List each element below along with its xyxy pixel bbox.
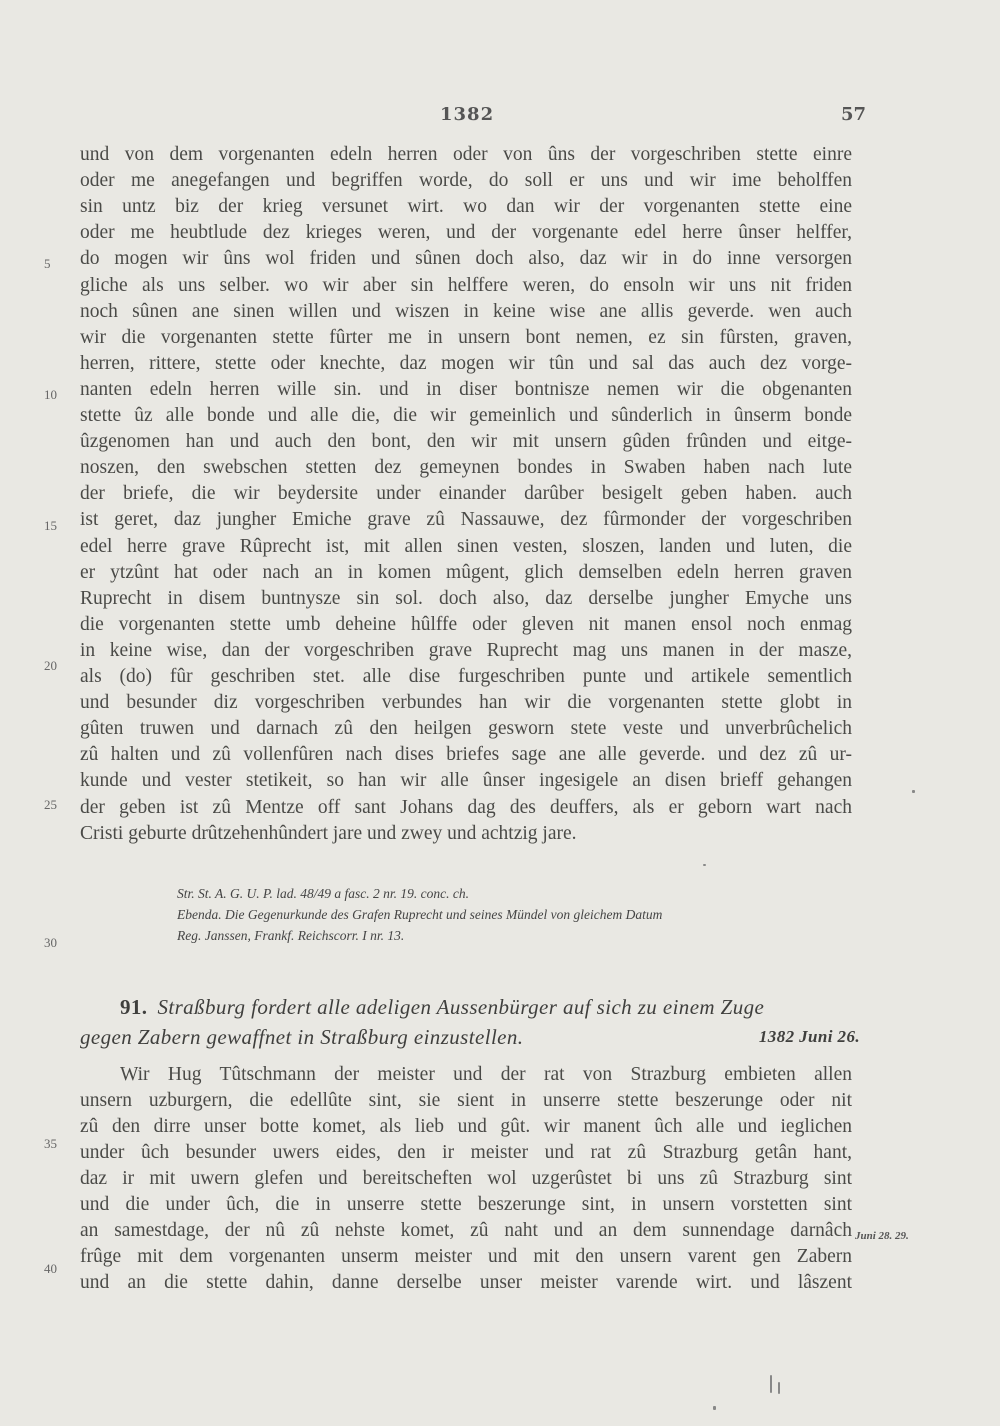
text-line: do mogen wir ûns wol friden und sûnen doch also, daz wir in do inne versorgen (80, 248, 852, 270)
print-speck (703, 864, 706, 866)
text-line: Wir Hug Tûtschmann der meister und der rat von Strazburg embieten allen (120, 1064, 852, 1085)
text-line: oder me anegefangen und begriffen worde, do soll er uns und wir ime beholffen (80, 170, 852, 192)
margin-date-note: Juni 28. 29. (855, 1230, 909, 1242)
text-line: kunde und vester stetikeit, so han wir alle ûnser ingesigele an disen brieff gehangen (80, 770, 852, 792)
print-speck (713, 1406, 716, 1410)
page-header-year: 1382 (440, 104, 495, 125)
text-line: zû halten und zû vollenfûren nach dises briefes sage ane alle geverde. und dez zû ur- (80, 744, 852, 766)
text-line: frûge mit dem vorgenanten unserm meister und mit den unsern varent gen Zabern (80, 1246, 852, 1267)
document-heading (120, 992, 860, 1022)
text-line: zû den dirre unser botte komet, als lieb und gût. wir manent ûch alle und ieglichen (80, 1116, 852, 1137)
source-note: Ebenda. Die Gegenurkunde des Grafen Ruprecht und seines Mündel von gleichem Datum (177, 907, 663, 922)
text-line: unsern uzburgern, die edellûte sint, sie sient in unserre stette beszerunge oder nit (80, 1090, 852, 1111)
print-speck (912, 790, 915, 793)
line-number: 10 (44, 387, 57, 402)
line-number: 25 (44, 797, 57, 812)
text-line: wir die vorgenanten stette fûrter me in unsern bont nemen, ez sin fûrsten, graven, (80, 326, 852, 348)
text-line: noszen, den swebschen stetten dez gemeynen bondes in Swaben haben nach lute (80, 457, 852, 479)
text-line: er ytzûnt hat oder nach an in komen mûgent, glich demselben edeln herren graven (80, 561, 852, 583)
text-line: sin untz biz der krieg versunet wirt. wo dan wir der vorgenanten stette eine (80, 196, 852, 218)
text-line: under ûch besunder uwers eides, den ir meister und rat zû Strazburg getân hant, (80, 1142, 852, 1163)
heading-line-1: Straßburg fordert alle adeligen Aussenbürger auf sich zu einem Zuge (157, 995, 765, 1019)
source-note: Str. St. A. G. U. P. lad. 48/49 a fasc. 2 nr. 19. conc. ch. (177, 886, 469, 901)
text-line: stette ûz alle bonde und alle die, die wir gemeinlich und sûnderlich in ûnserm bonde (80, 405, 852, 426)
text-line: und die under ûch, die in unserre stette beszerunge sint, in unsern vorstetten sint (80, 1194, 852, 1215)
text-line: an samestdage, der nû zû nehste komet, zû naht und an dem sunnendage darnâch (80, 1220, 852, 1241)
text-line: oder me heubtlude dez krieges weren, und der vorgenante edel herre ûnser helffer, (80, 222, 852, 244)
line-number: 5 (44, 256, 51, 271)
text-line: und von dem vorgenanten edeln herren oder von ûns der vorgeschriben stette einre (80, 144, 852, 165)
text-line: nanten edeln herren wille sin. und in diser bontnisze nemen wir die obgenanten (80, 378, 852, 400)
line-number: 40 (44, 1261, 57, 1276)
text-line: und an die stette dahin, danne derselbe unser meister varende wirt. und lâszent (80, 1272, 852, 1293)
print-speck (770, 1375, 772, 1393)
text-line: und besunder diz vorgeschriben verbundes han wir die vorgenanten stette globt in (80, 692, 852, 714)
text-line: Cristi geburte drûtzehenhûndert jare und zwey und achtzig jare. (80, 822, 577, 844)
text-line: ûzgenomen han und auch den bont, den wir mit unsern gûden frûnden und eitge- (80, 431, 852, 453)
text-line: in keine wise, dan der vorgeschriben grave Ruprecht mag uns manen in der masze, (80, 639, 852, 661)
source-note: Reg. Janssen, Frankf. Reichscorr. I nr. 13. (177, 928, 405, 943)
text-line: daz ir mit uwern glefen und bereitscheften wol uzgerûstet bi uns zû Strazburg sint (80, 1168, 852, 1189)
text-line: der briefe, die wir beydersite under einander darûber besigelt geben haben. auch (80, 483, 852, 505)
text-line: gliche als uns selber. wo wir aber sin helffere weren, do ensoln wir uns nit friden (80, 274, 852, 296)
document-heading-line-2 (80, 1022, 860, 1052)
text-line: als (do) fûr geschriben stet. alle dise furgeschriben punte und artikele sementlich (80, 666, 852, 687)
document-number: 91. (120, 995, 148, 1019)
line-number: 20 (44, 658, 57, 673)
print-speck (778, 1382, 780, 1394)
text-line: herren, rittere, stette oder knechte, daz mogen wir tûn und sal das auch dez vorge- (80, 352, 852, 374)
text-line: edel herre grave Rûprecht ist, mit allen sinen vesten, sloszen, landen und luten, die (80, 535, 852, 557)
text-line: Ruprecht in disem buntnysze sin sol. doch also, daz derselbe jungher Emyche uns (80, 587, 852, 609)
text-line: der geben ist zû Mentze off sant Johans dag des deuffers, als er geborn wart nach (80, 796, 852, 818)
text-line: ist geret, daz jungher Emiche grave zû Nassauwe, dez fûrmonder der vorgeschriben (80, 509, 852, 531)
text-line: noch sûnen ane sinen willen und wiszen in keine wise ane allis geverde. wen auch (80, 300, 852, 322)
line-number: 30 (44, 935, 57, 950)
text-line: die vorgenanten stette umb deheine hûlffe oder gleven nit manen ensol noch enmag (80, 613, 852, 635)
document-date: 1382 Juni 26. (758, 1027, 860, 1046)
heading-line-2: gegen Zabern gewaffnet in Straßburg einzustellen. (80, 1025, 524, 1049)
line-number: 15 (44, 518, 57, 533)
text-line: gûten truwen und darnach zû den heilgen gesworn stete veste und unverbrûchelich (80, 718, 852, 740)
line-number: 35 (44, 1136, 57, 1151)
page-number: 57 (840, 104, 866, 125)
